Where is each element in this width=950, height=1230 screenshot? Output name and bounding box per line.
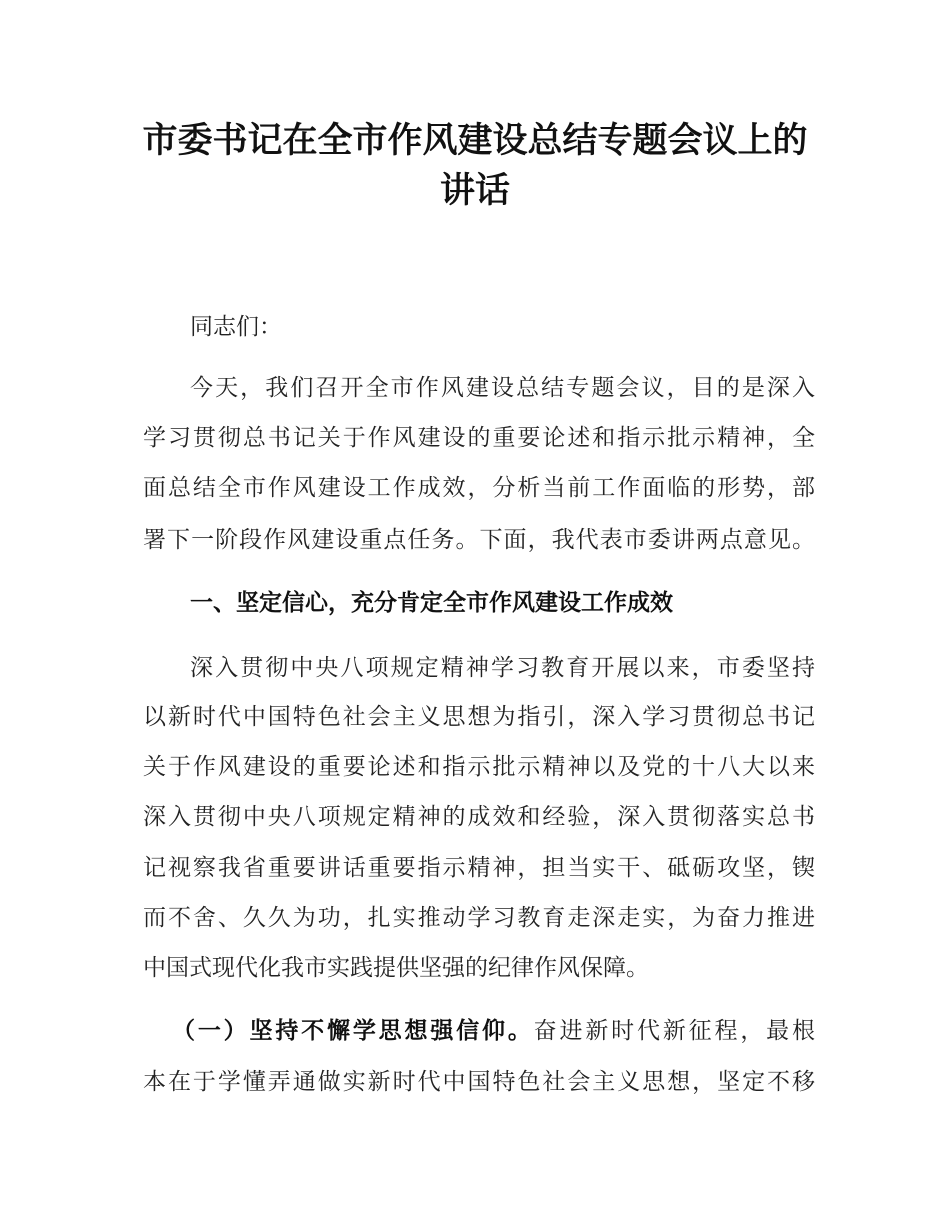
subsection-1-text: 奋进新时代新征程，最根: [533, 1018, 816, 1044]
salutation: 同志们：: [190, 314, 282, 340]
paragraph-1-line-2: 学习贯彻总书记关于作风建设的重要论述和指示批示精神，全: [143, 425, 815, 451]
paragraph-2-line-3: 关于作风建设的重要论述和指示批示精神以及党的十八大以来: [143, 754, 815, 780]
paragraph-2-line-1: 深入贯彻中央八项规定精神学习教育开展以来，市委坚持: [190, 655, 815, 681]
paragraph-2-line-4: 深入贯彻中央八项规定精神的成效和经验，深入贯彻落实总书: [143, 804, 815, 830]
paragraph-2-line-7: 中国式现代化我市实践提供坚强的纪律作风保障。: [143, 955, 649, 981]
document-title-line-2: 讲话: [439, 170, 510, 211]
section-1-heading: 一、坚定信心，充分肯定全市作风建设工作成效: [190, 590, 673, 616]
document-title-line-1: 市委书记在全市作风建设总结专题会议上的: [142, 120, 808, 161]
subsection-1-line-2: 本在于学懂弄通做实新时代中国特色社会主义思想，坚定不移: [143, 1069, 815, 1095]
paragraph-2-line-6: 而不舍、久久为功，扎实推动学习教育走深走实，为奋力推进: [143, 905, 815, 931]
paragraph-1-line-3: 面总结全市作风建设工作成效，分析当前工作面临的形势，部: [143, 475, 815, 501]
subsection-1-line-1: [172, 1011, 815, 1051]
paragraph-2-line-2: 以新时代中国特色社会主义思想为指引，深入学习贯彻总书记: [143, 704, 815, 730]
paragraph-1-line-1: 今天，我们召开全市作风建设总结专题会议，目的是深入: [190, 375, 815, 401]
paragraph-2-line-5: 记视察我省重要讲话重要指示精神，担当实干、砥砺攻坚，锲: [143, 855, 815, 881]
paragraph-1-line-4: 署下一阶段作风建设重点任务。下面，我代表市委讲两点意见。: [143, 527, 815, 553]
subsection-1-heading: （一）坚持不懈学思想强信仰。: [172, 1018, 534, 1044]
